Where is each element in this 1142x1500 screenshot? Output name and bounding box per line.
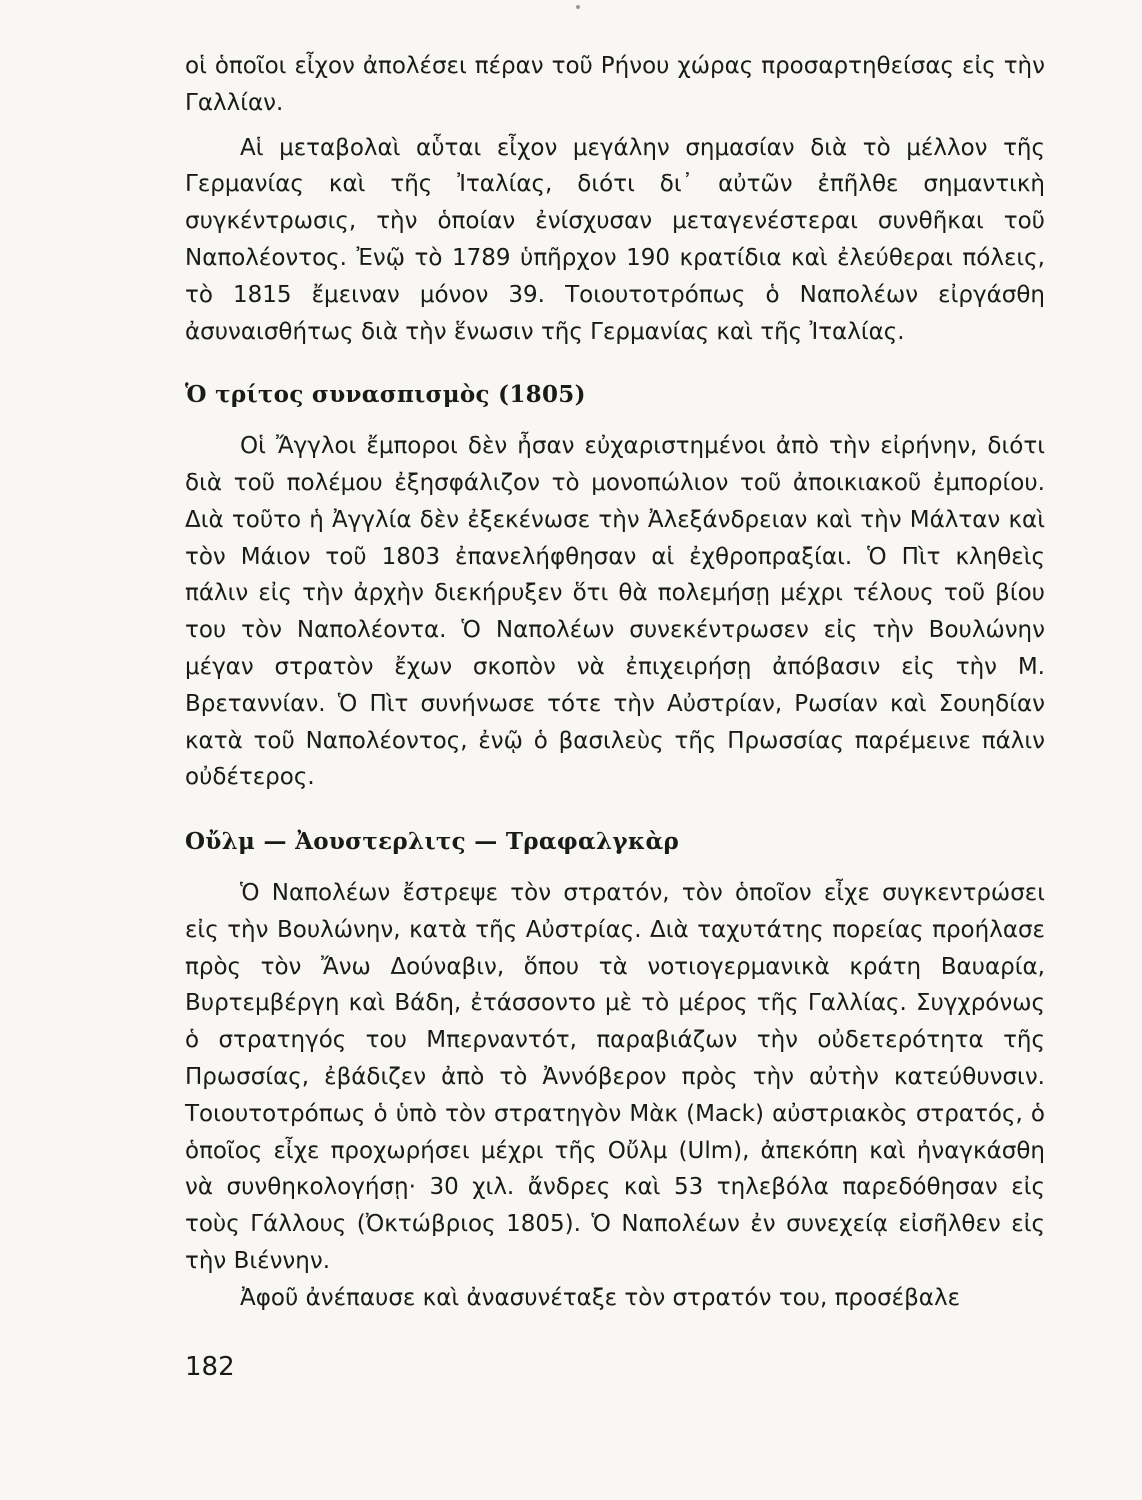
print-speck (576, 5, 580, 9)
paragraph-continuation: οἱ ὁποῖοι εἶχον ἀπολέσει πέραν τοῦ Ρήνου χώρας προσαρτηθείσας εἰς τὴν Γαλλίαν. (185, 53, 1045, 116)
heading-ulm-austerlitz-trafalgar: Οὔλμ — Ἀουστερλιτς — Τραφαλγκὰρ (185, 828, 680, 856)
heading-third-coalition: Ὁ τρίτος συνασπισμὸς (1805) (185, 381, 586, 409)
paragraph-after-rest: Ἀφοῦ ἀνέπαυσε καὶ ἀνασυνέταξε τὸν στρατόν του, προσέβαλε (240, 1284, 960, 1311)
text-column (185, 48, 1045, 1317)
paragraph-consequences: Αἱ μεταβολαὶ αὗται εἶχον μεγάλην σημασίαν διὰ τὸ μέλλον τῆς Γερμανίας καὶ τῆς Ἰταλίας, διότι δι᾽ αὐτῶν ἐπῆλθε σημαντικὴ συγκέντρωσις, τὴν ὁποίαν ἐνίσχυσαν μεταγενέστεραι συνθῆκαι τοῦ Ναπολέοντος. Ἐνῷ τὸ 1789 ὑπῆρχον 190 κρατίδια καὶ ἐλεύθεραι πόλεις, τὸ 1815 ἔμειναν μόνον 39. Τοιουτοτρόπως ὁ Ναπολέων εἰργάσθη ἀσυναισθήτως διὰ τὴν ἕνωσιν τῆς Γερμανίας καὶ τῆς Ἰταλίας. (185, 134, 1045, 345)
paragraph-ulm: Ὁ Ναπολέων ἔστρεψε τὸν στρατόν, τὸν ὁποῖον εἶχε συγκεντρώσει εἰς τὴν Βουλώνην, κατὰ τῆς Αὐστρίας. Διὰ ταχυτάτης πορείας προήλασε πρὸς τὸν Ἄνω Δούναβιν, ὅπου τὰ νοτιογερμανικὰ κράτη Βαυαρία, Βυρτεμβέργη καὶ Βάδη, ἐτάσσοντο μὲ τὸ μέρος τῆς Γαλλίας. Συγχρόνως ὁ στρατηγός του Μπερναντότ, παραβιάζων τὴν οὐδετερότητα τῆς Πρωσσίας, ἐβάδιζεν ἀπὸ τὸ Ἀννόβερον πρὸς τὴν αὐτὴν κατεύθυνσιν. Τοιουτοτρόπως ὁ ὑπὸ τὸν στρατηγὸν Μὰκ (Mack) αὐστριακὸς στρατός, ὁ ὁποῖος εἶχε προχωρήσει μέχρι τῆς Οὔλμ (Ulm), ἀπεκόπη καὶ ἠναγκάσθη νὰ συνθηκολογήσῃ· 30 χιλ. ἄνδρες καὶ 53 τηλεβόλα παρεδόθησαν εἰς τοὺς Γάλλους (Ὀκτώβριος 1805). Ὁ Ναπολέων ἐν συνεχείᾳ εἰσῆλθεν εἰς τὴν Βιέννην. (185, 879, 1045, 1274)
paragraph-third-coalition: Οἱ Ἄγγλοι ἔμποροι δὲν ἦσαν εὐχαριστημένοι ἀπὸ τὴν εἰρήνην, διότι διὰ τοῦ πολέμου ἐξησφάλιζον τὸ μονοπώλιον τοῦ ἀποικιακοῦ ἐμπορίου. Διὰ τοῦτο ἡ Ἀγγλία δὲν ἐξεκένωσε τὴν Ἀλεξάνδρειαν καὶ τὴν Μάλταν καὶ τὸν Μάιον τοῦ 1803 ἐπανελήφθησαν αἱ ἐχθροπραξίαι. Ὁ Πὶτ κληθεὶς πάλιν εἰς τὴν ἀρχὴν διεκήρυξεν ὅτι θὰ πολεμήσῃ μέχρι τέλους τοῦ βίου του τὸν Ναπολέοντα. Ὁ Ναπολέων συνεκέντρωσεν εἰς τὴν Βουλώνην μέγαν στρατὸν ἔχων σκοπὸν νὰ ἐπιχειρήσῃ ἀπόβασιν εἰς τὴν Μ. Βρεταννίαν. Ὁ Πὶτ συνήνωσε τότε τὴν Αὐστρίαν, Ρωσίαν καὶ Σουηδίαν κατὰ τοῦ Ναπολέοντος, ἐνῷ ὁ βασιλεὺς τῆς Πρωσσίας παρέμεινε πάλιν οὐδέτερος. (185, 433, 1045, 791)
page-number: 182 (185, 1352, 235, 1382)
